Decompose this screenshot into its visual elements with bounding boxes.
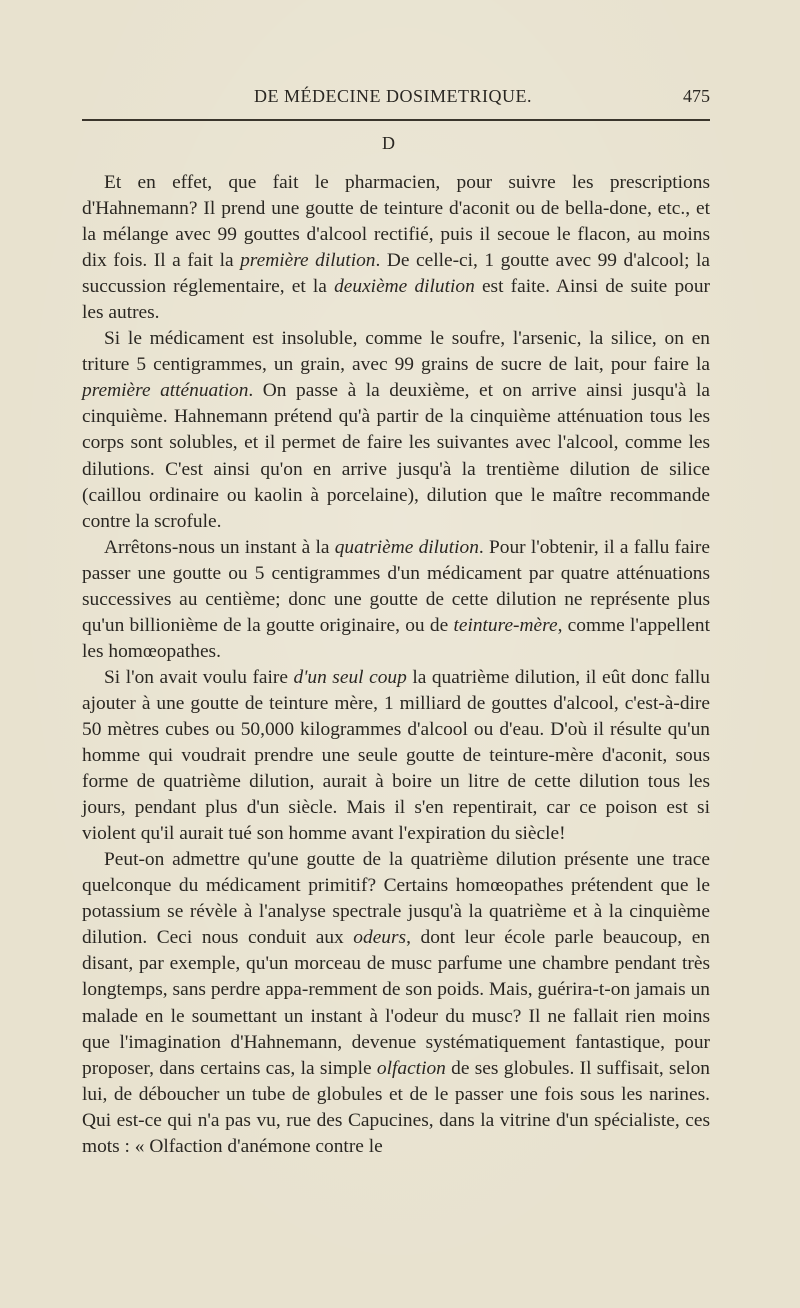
italic-text: odeurs [353, 927, 407, 949]
paragraph [82, 665, 710, 847]
paragraph [82, 170, 710, 326]
signature-mark: D [382, 133, 395, 153]
text-run: Si le médicament est insoluble, comme le soufre, l'arsenic, la silice, on en triture 5 centigrammes, un grain, avec 99 grains de sucre de lait, pour faire la [82, 328, 710, 376]
text-run: Si l'on avait voulu faire [104, 666, 294, 688]
italic-text: deuxième dilution [334, 276, 475, 298]
text-run: Peut-on admettre qu'une goutte de la quatrième dilution présente une trace quelconque du médicament primitif? Certains homœopathes prétendent que le potassium se révèle à l'analyse spectrale jusqu'à la quatrième et à la cinquième dilution. Ceci nous conduit aux [82, 849, 710, 949]
running-title: DE MÉDECINE DOSIMETRIQUE. [254, 86, 532, 106]
text-run: de ses globules. Il suffisait, selon lui, de déboucher un tube de globules et de le passer une fois sous les narines. Qui est-ce qui n'a pas vu, rue des Capucines, dans la vitrine d'un spécialiste, ces mots : « Olfaction d'anémone contre le [82, 1057, 710, 1157]
text-run: . On passe à la deuxième, et on arrive ainsi jusqu'à la cinquième. Hahnemann prétend qu'à partir de la cinquième atténuation tous les corps sont solubles, et il permet de faire les suivantes avec l'alcool, comme les dilutions. C'est ainsi qu'on en arrive jusqu'à la trentième dilution de silice (caillou ordinaire ou kaolin à porcelaine), dilution que le maître recommande contre la scrofule. [82, 380, 710, 532]
text-run: , dont leur école parle beaucoup, en disant, par exemple, qu'un morceau de musc parfume une chambre pendant très longtemps, sans perdre appa-remment de son poids. Mais, guérira-t-on jamais un malade en le soumettant un instant à l'odeur du musc? Il ne fallait rien moins que l'imagination d'Hahnemann, devenue systématiquement fantastique, pour proposer, dans certains cas, la simple [82, 927, 711, 1079]
italic-text: d'un seul coup [293, 666, 407, 688]
italic-text: première dilution [240, 250, 376, 272]
text-run: Et en effet, que fait le pharmacien, pour suivre les prescriptions d'Hahnemann? Il prend une goutte de teinture d'aconit ou de bella-done, etc., et la mélange avec 99 gouttes d'alcool rectifié, puis il secoue le flacon, au moins dix fois. Il a fait la [82, 172, 710, 272]
text-run: la quatrième dilution, il eût donc fallu ajouter à une goutte de teinture mère, 1 milliard de gouttes d'alcool, c'est-à-dire 50 mètres cubes ou 50,000 kilogrammes d'alcool ou d'eau. D'où il résulte qu'un homme qui voudrait prendre une seule goutte de teinture-mère d'aconit, sous forme de quatrième dilution, aurait à boire un litre de cette dilution tous les jours, pendant plus d'un siècle. Mais il s'en repentirait, car ce poison est si violent qu'il aurait tué son homme avant l'expiration du siècle! [82, 666, 710, 845]
paragraph [82, 326, 710, 534]
italic-text: quatrième dilution [334, 536, 479, 558]
body-text [82, 170, 710, 1160]
italic-text: olfaction [376, 1057, 446, 1079]
text-run: , comme l'appellent les homœopathes. [82, 614, 710, 662]
header-rule [82, 119, 710, 121]
page-header [82, 86, 710, 116]
italic-text: première atténuation [82, 380, 249, 402]
text-run: est faite. Ainsi de suite pour les autres. [82, 276, 710, 324]
paragraph [82, 847, 710, 1160]
text-run: . Pour l'obtenir, il a fallu faire passer une goutte ou 5 centigrammes d'un médicament par quatre atténuations successives au centième; donc une goutte de cette dilution ne représente plus qu'un billionième de la goutte originaire, ou de [82, 536, 710, 636]
text-run: Arrêtons-nous un instant à la [104, 536, 335, 558]
paragraph [82, 535, 710, 665]
text-run: . De celle-ci, 1 goutte avec 99 d'alcool; la succussion réglementaire, et la [82, 250, 710, 298]
italic-text: teinture-mère [453, 614, 558, 636]
page-number: 475 [683, 86, 710, 106]
